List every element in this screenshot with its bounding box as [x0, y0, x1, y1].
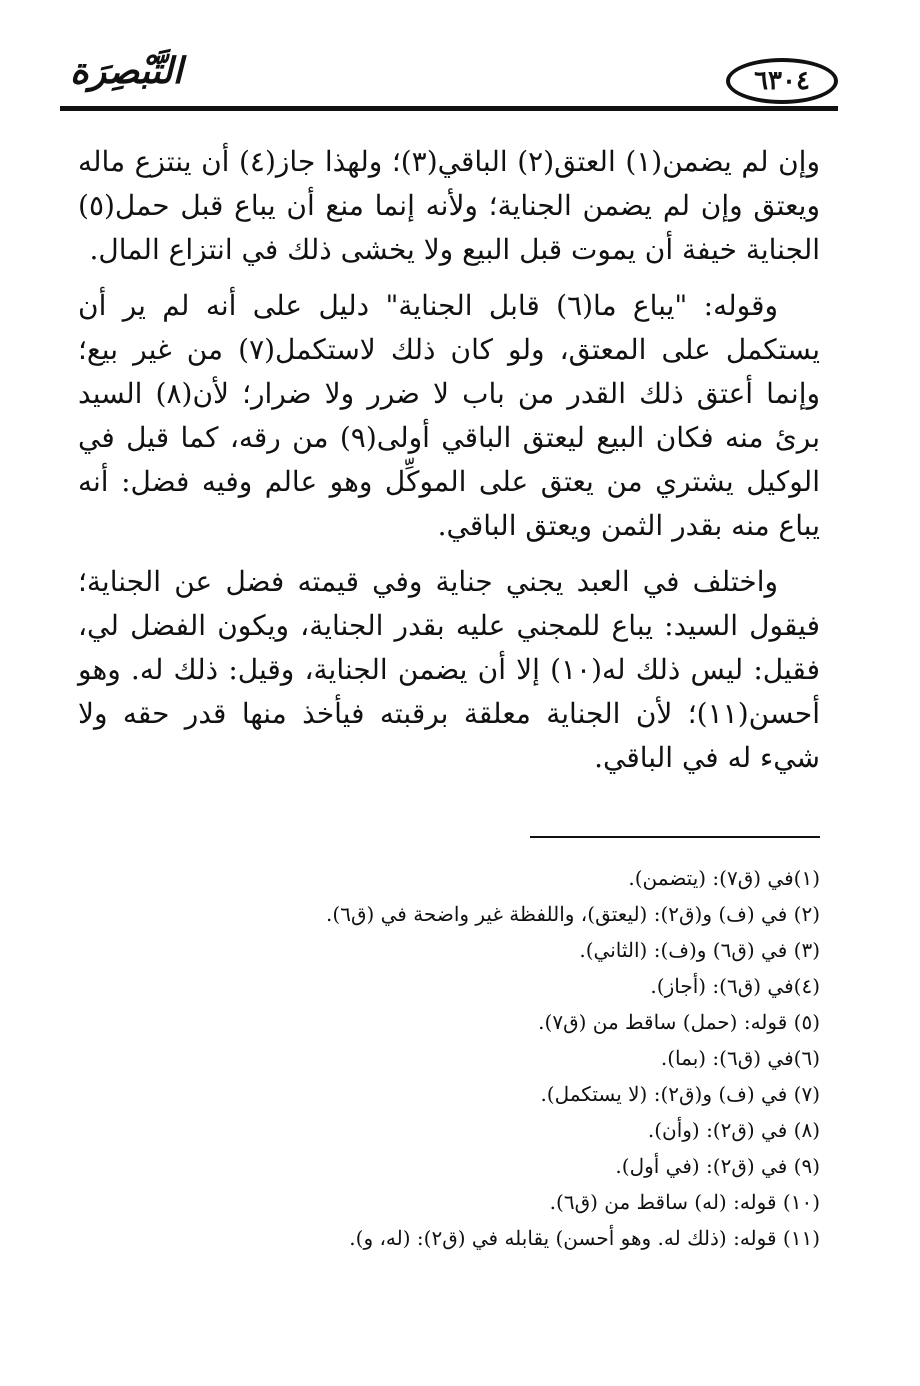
- footnote-7: (٧) في (ف) و(ق٢): (لا يستكمل).: [540, 1082, 820, 1106]
- page-number-badge: [726, 58, 838, 104]
- main-text: [78, 140, 820, 792]
- footnote-6: (٦)في (ق٦): (بما).: [660, 1046, 820, 1070]
- footnote-10: (١٠) قوله: (له) ساقط من (ق٦).: [549, 1190, 820, 1214]
- footnote-5: (٥) قوله: (حمل) ساقط من (ق٧).: [538, 1010, 820, 1034]
- footnotes-list: [78, 860, 820, 1256]
- footnote-11: (١١) قوله: (ذلك له. وهو أحسن) يقابله في (ق٢): (له، و).: [349, 1226, 820, 1250]
- book-title-logo: التَّبْصِرَة: [70, 50, 183, 92]
- footnote-9: (٩) في (ق٢): (في أول).: [615, 1154, 820, 1178]
- footnote-4: (٤)في (ق٦): (أجاز).: [650, 974, 820, 998]
- page-header: [60, 50, 838, 120]
- page-number: ٦٣٠٤: [754, 66, 810, 96]
- footnote-separator: [530, 836, 820, 838]
- paragraph-3: واختلف في العبد يجني جناية وفي قيمته فضل عن الجناية؛ فيقول السيد: يباع للمجني عليه بقدر الجناية، ويكون الفضل لي، فقيل: ليس ذلك له(١٠) إلا أن يضمن الجناية، وقيل: ذلك له. وهو أحسن(١١)؛ لأن الجناية معلقة برقبته فيأخذ منها قدر حقه ولا شيء له في الباقي.: [78, 565, 820, 774]
- footnote-1: (١)في (ق٧): (يتضمن).: [628, 866, 820, 890]
- paragraph-2: وقوله: "يباع ما(٦) قابل الجناية" دليل على أنه لم ير أن يستكمل على المعتق، ولو كان ذلك لاستكمل(٧) من غير بيع؛ وإنما أعتق ذلك القدر من باب لا ضرر ولا ضرار؛ لأن(٨) السيد برئ منه فكان البيع ليعتق الباقي أولى(٩) من رقه، كما قيل في الوكيل يشتري من يعتق على الموكِّل وهو عالم وفيه فضل: أنه يباع منه بقدر الثمن ويعتق الباقي.: [78, 289, 820, 542]
- footnote-8: (٨) في (ق٢): (وأن).: [647, 1118, 820, 1142]
- footnote-2: (٢) في (ف) و(ق٢): (ليعتق)، واللفظة غير واضحة في (ق٦).: [326, 902, 820, 926]
- footnote-3: (٣) في (ق٦) و(ف): (الثاني).: [579, 938, 820, 962]
- header-rule: [60, 106, 838, 111]
- paragraph-1: وإن لم يضمن(١) العتق(٢) الباقي(٣)؛ ولهذا جاز(٤) أن ينتزع ماله ويعتق وإن لم يضمن الجناية؛ ولأنه إنما منع أن يباع قبل حمل(٥) الجناية خيفة أن يموت قبل البيع ولا يخشى ذلك في انتزاع المال.: [78, 145, 821, 266]
